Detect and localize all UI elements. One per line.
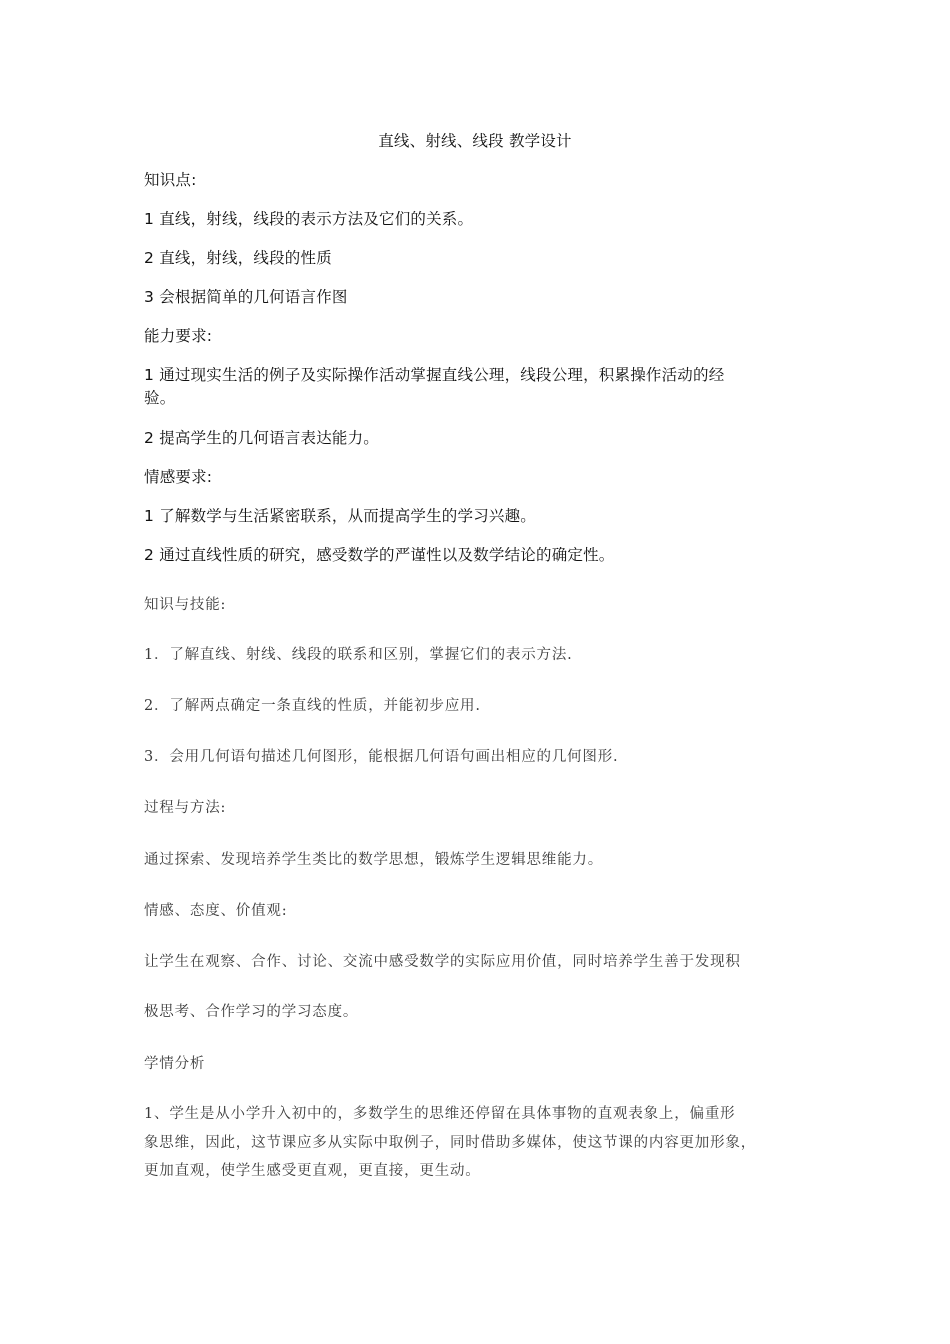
skills-item: 2．了解两点确定一条直线的性质，并能初步应用. [144, 698, 481, 714]
ability-item-continuation: 验。 [144, 389, 176, 407]
emotion-heading: 情感要求: [144, 468, 213, 486]
values-text: 极思考、合作学习的学习态度。 [144, 1004, 359, 1020]
knowledge-item: 2 直线，射线，线段的性质 [144, 249, 332, 267]
process-heading: 过程与方法: [144, 800, 227, 816]
ability-item: 2 提高学生的几何语言表达能力。 [144, 429, 379, 447]
ability-heading: 能力要求: [144, 327, 213, 345]
analysis-text: 象思维，因此，这节课应多从实际中取例子，同时借助多媒体，使这节课的内容更加形象， [144, 1135, 756, 1151]
knowledge-heading: 知识点: [144, 171, 197, 189]
emotion-item: 1 了解数学与生活紧密联系，从而提高学生的学习兴趣。 [144, 507, 536, 525]
document-title: 直线、射线、线段 教学设计 [378, 132, 572, 150]
knowledge-item: 1 直线，射线，线段的表示方法及它们的关系。 [144, 210, 474, 228]
process-text: 通过探索、发现培养学生类比的数学思想，锻炼学生逻辑思维能力。 [144, 852, 603, 868]
analysis-text: 更加直观，使学生感受更直观，更直接，更生动。 [144, 1163, 481, 1179]
skills-heading: 知识与技能: [144, 597, 227, 613]
values-heading: 情感、态度、价值观: [144, 903, 288, 919]
skills-item: 1．了解直线、射线、线段的联系和区别，掌握它们的表示方法. [144, 647, 573, 663]
analysis-text: 1、学生是从小学升入初中的，多数学生的思维还停留在具体事物的直观表象上，偏重形 [144, 1106, 736, 1122]
skills-item: 3．会用几何语句描述几何图形，能根据几何语句画出相应的几何图形. [144, 749, 619, 765]
analysis-heading: 学情分析 [144, 1056, 206, 1072]
emotion-item: 2 通过直线性质的研究，感受数学的严谨性以及数学结论的确定性。 [144, 546, 615, 564]
ability-item: 1 通过现实生活的例子及实际操作活动掌握直线公理，线段公理，积累操作活动的经 [144, 366, 725, 384]
knowledge-item: 3 会根据简单的几何语言作图 [144, 288, 348, 306]
values-text: 让学生在观察、合作、讨论、交流中感受数学的实际应用价值，同时培养学生善于发现积 [144, 954, 741, 970]
